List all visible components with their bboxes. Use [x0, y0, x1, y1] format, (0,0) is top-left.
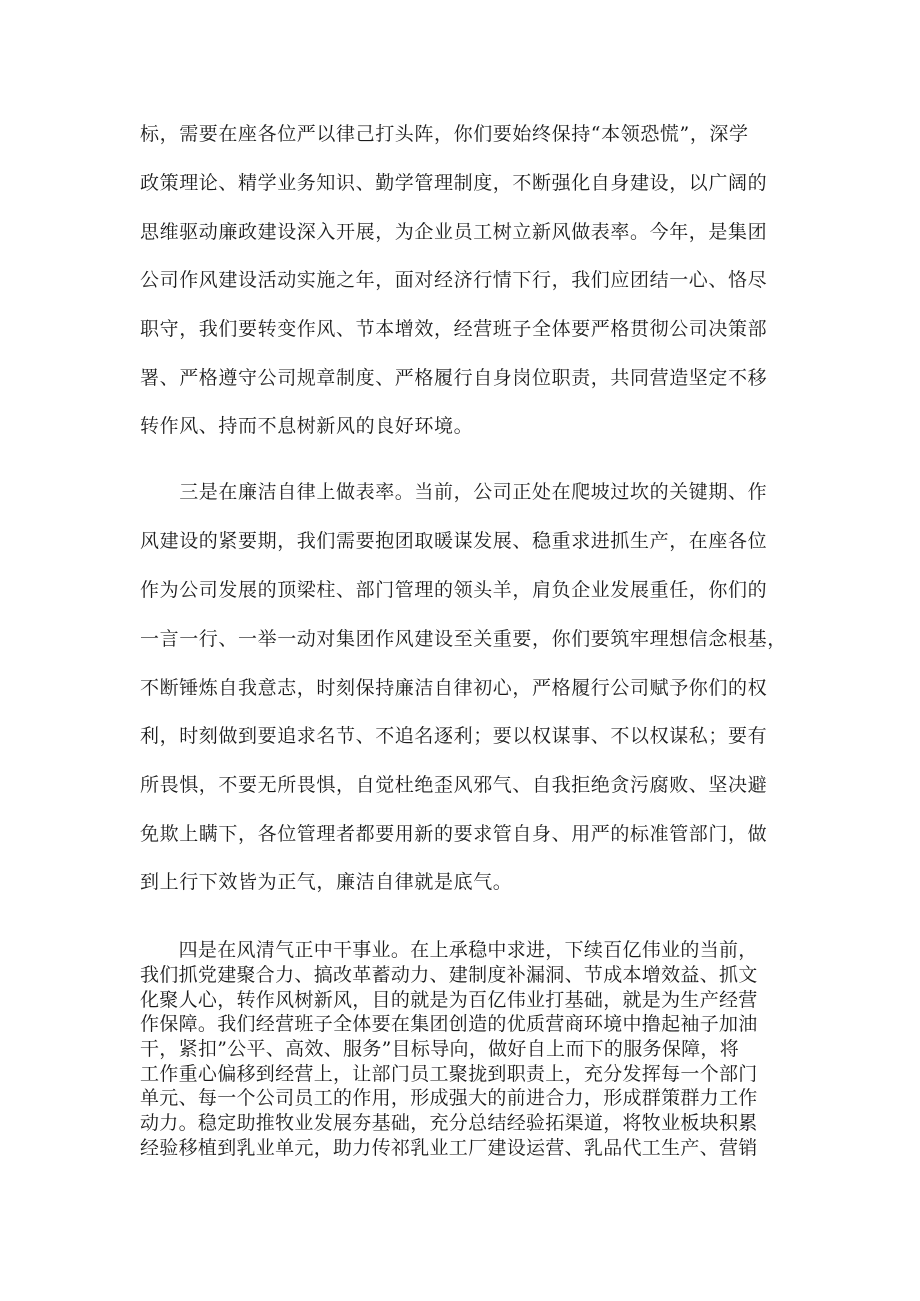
- text-line: 所畏惧，不要无所畏惧，自觉杜绝歪风邪气、自我拒绝贪污腐败、坚决避: [140, 774, 768, 796]
- text-line: 思维驱动廉政建设深入开展，为企业员工树立新风做表率。今年，是集团: [140, 221, 768, 243]
- text-line: 经验移植到乳业单元，助力传祁乳业工厂建设运营、乳品代工生产、营销: [140, 1137, 758, 1159]
- text-line: 一言一行、一举一动对集团作风建设至关重要，你们要筑牢理想信念根基，: [140, 628, 787, 650]
- text-line: 我们抓党建聚合力、搞改革蓄动力、建制度补漏洞、节成本增效益、抓文: [140, 964, 758, 986]
- text-line: 署、严格遵守公司规章制度、严格履行自身岗位职责，共同营造坚定不移: [140, 367, 768, 389]
- text-line: 三是在廉洁自律上做表率。当前，公司正处在爬坡过坎的关键期、作: [140, 481, 768, 503]
- text-line: 职守，我们要转变作风、节本增效，经营班子全体要严格贯彻公司决策部: [140, 318, 768, 340]
- text-line: 公司作风建设活动实施之年，面对经济行情下行，我们应团结一心、恪尽: [140, 269, 768, 291]
- text-line: 转作风、持而不息树新风的良好环境。: [140, 415, 474, 437]
- text-line: 免欺上瞒下，各位管理者都要用新的要求管自身、用严的标准管部门，做: [140, 823, 768, 845]
- text-line: 利，时刻做到要追求名节、不追名逐利；要以权谋事、不以权谋私；要有: [140, 725, 768, 747]
- text-line: 作为公司发展的顶梁柱、部门管理的领头羊，肩负企业发展重任，你们的: [140, 579, 768, 601]
- text-line: 不断锤炼自我意志，时刻保持廉洁自律初心，严格履行公司赋予你们的权: [140, 677, 768, 699]
- text-line: 风建设的紧要期，我们需要抱团取暖谋发展、稳重求进抓生产，在座各位: [140, 530, 768, 552]
- text-line: 工作重心偏移到经营上，让部门员工聚拢到职责上，充分发挥每一个部门: [140, 1063, 758, 1085]
- text-line: 化聚人心，转作风树新风，目的就是为百亿伟业打基础，就是为生产经营: [140, 989, 758, 1011]
- text-line: 动力。稳定助推牧业发展夯基础，充分总结经验拓渠道，将牧业板块积累: [140, 1112, 758, 1134]
- text-line: 干，紧扣”公平、高效、服务”目标导向，做好自上而下的服务保障，将: [140, 1038, 740, 1060]
- text-line: 作保障。我们经营班子全体要在集团创造的优质营商环境中撸起袖子加油: [140, 1013, 758, 1035]
- text-line: 政策理论、精学业务知识、勤学管理制度，不断强化自身建设，以广阔的: [140, 172, 768, 194]
- text-line: 到上行下效皆为正气，廉洁自律就是底气。: [140, 871, 513, 893]
- text-line: 标，需要在座各位严以律己打头阵，你们要始终保持“本领恐慌”，深学: [140, 123, 749, 145]
- text-line: 四是在风清气正中干事业。在上承稳中求进，下续百亿伟业的当前，: [140, 939, 758, 961]
- text-line: 单元、每一个公司员工的作用，形成强大的前进合力，形成群策群力工作: [140, 1087, 758, 1109]
